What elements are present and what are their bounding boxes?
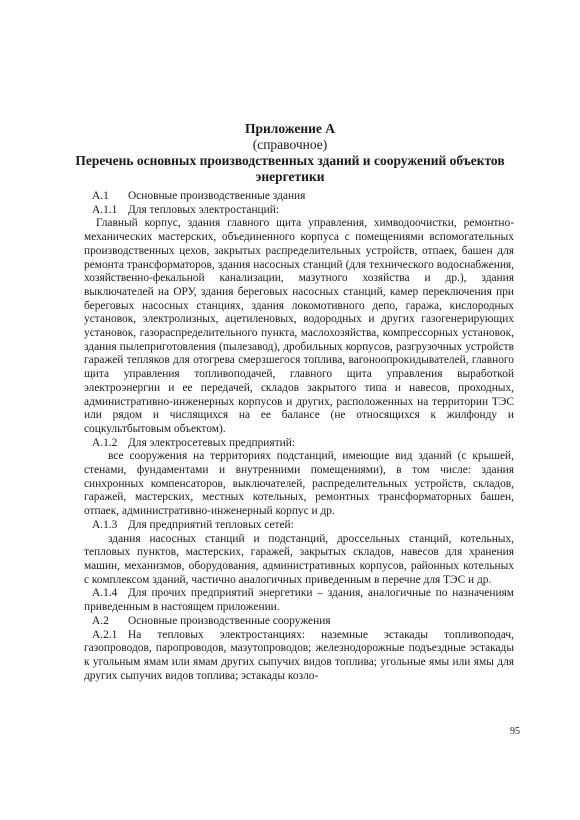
section-heading	[84, 204, 514, 218]
section-number: А.2	[92, 614, 109, 627]
section-heading-text: Для предприятий тепловых сетей:	[128, 518, 294, 531]
section-heading-text: Для электросетевых предприятий:	[128, 436, 295, 449]
section-number: А.1.1	[92, 203, 118, 216]
section-heading	[84, 629, 514, 684]
paragraph: здания насосных станций и подстанций, дроссельных станций, котельных, тепловых пунктов, мастерских, гаражей, закрытых складов, навесов для хранения машин, механизмов, оборудования, административных корпусов, районных котельных с комплексом зданий, частично аналогичных приведенным в перечне для ТЭС и др.	[84, 532, 514, 586]
section-number: А.1.2	[92, 436, 118, 449]
section-number: А.1	[92, 190, 109, 202]
page-number: 95	[510, 726, 520, 737]
section-heading	[84, 437, 514, 451]
section-heading	[84, 190, 514, 204]
document-body	[84, 190, 514, 683]
section-number: А.1.3	[92, 518, 118, 531]
section-heading	[84, 615, 514, 629]
section-number: А.1.4	[92, 587, 118, 600]
section-heading-text: На тепловых электростанциях: наземные эстакады топливоподач, газопроводов, паропроводов, мазутопроводов; железнодорожные подъездные эстакады к угольным ямам или ямам других сыпучих видов топлива; угольные ямы или ямы для других сыпучих видов топлива; эстакады козло-	[84, 628, 514, 682]
section-heading	[84, 519, 514, 533]
list-title: Перечень основных производственных зданий и сооружений объектов энергетики	[75, 153, 505, 184]
section-number: А.2.1	[92, 628, 118, 641]
appendix-subtitle: (справочное)	[252, 137, 328, 152]
section-heading-text: Для тепловых электростанций:	[128, 203, 279, 216]
section-heading-text: Основные производственные здания	[128, 190, 306, 202]
section-heading-text: Основные производственные сооружения	[128, 614, 331, 627]
section-heading	[84, 587, 514, 614]
paragraph: все сооружения на территориях подстанций, имеющие вид зданий (с крышей, стенами, фундаментами и внутренними помещениями), в том числе: здания синхронных компенсаторов, выключателей, распределительных устройств, складов, гаражей, мастерских, местных котельных, ремонтных трансформаторных башен, отпаек, административно-инженерный корпус и др.	[84, 450, 514, 518]
appendix-title: Приложение А	[244, 121, 336, 136]
section-heading-text: Для прочих предприятий энергетики – здания, аналогичные по назначениям приведенным в настоящем приложении.	[84, 587, 514, 614]
paragraph: Главный корпус, здания главного щита управления, химводоочистки, ремонтно-механических мастерских, объединенного корпуса с помещениями вспомогательных производственных цехов, закрытых распределительных устройств, отпаек, башен для ремонта трансформаторов, здания насосных станций (для технического водоснабжения, хозяйственно-фекальной канализации, мазутного хозяйства и др.), здания выключателей на ОРУ, здания береговых насосных станций, камер переключения при береговых насосных станциях, здания локомотивного депо, гаража, кислородных установок, электролизных, ацетиленовых, водородных и других газогенерирующих установок, газораспределительного пункта, маслохозяйства, компрессорных установок, здания пылеприготовления (пылезавод), дробильных корпусов, разгрузочных устройств гаражей тепляков для отогрева смерзшегося топлива, вагоноопрокидывателей, главного щита управления топливоподачей, главного щита управления выработкой электроэнергии и ее передачей, складов закрытого типа и навесов, проходных, административно-инженерных корпусов и других, расположенных на территории ТЭС или рядом и числящихся на ее балансе (не относящихся к жилфонду и соцкультбытовым объектом).	[84, 217, 514, 435]
